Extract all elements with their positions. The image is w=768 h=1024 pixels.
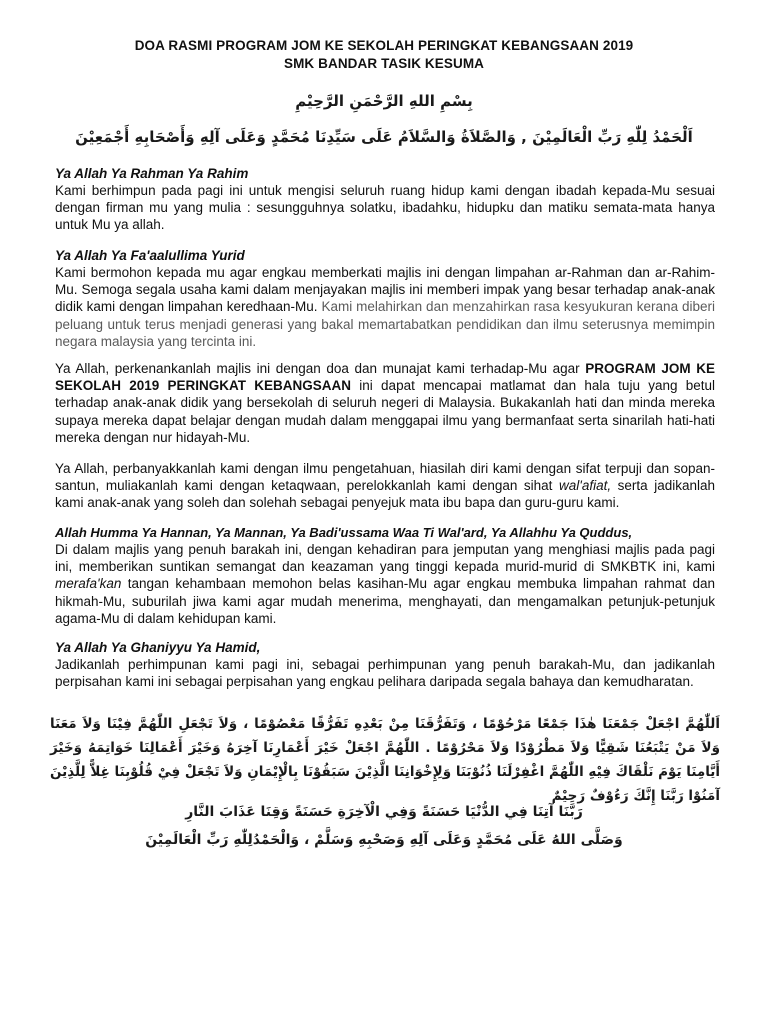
knowledge-prayer-rest: serta jadikanlah kami anak-anak yang soleh dan solehah sebagai penyejuk mata ibu bapa dan guru-guru kami. [55,478,715,511]
program-prayer-intro: Ya Allah, perkenankanlah majlis ini dengan doa dan munajat kami terhadap-Mu agar [55,361,586,376]
arabic-dua-block: اَللّٰهُمَّ اجْعَلْ جَمْعَنَا هٰذَا جَمْعًا مَرْحُوْمًا ، وَتَفَرُّقَنَا مِنْ بَعْدِهِ تَفَرُّقًا مَعْصُوْمًا ، وَلاَ تَجْعَلِ اللّٰهُمَّ فِيْنَا وَلاَ مَعَنَا وَلاَ مَنْ يَتْبَعُنَا شَقِيًّا وَلاَ مَطْرُوْدًا وَلاَ مَحْرُوْمًا . اللّٰهُمَّ اجْعَلْ خَيْرَ أَعْمَارِنَا آخِرَهُ وَخَيْرَ أَعْمَالِنَا خَوَاتِمَهُ وَخَيْرَ أَيَّامِنَا يَوْمَ نَلْقَاكَ فِيْهِ اللّٰهُمَّ اغْفِرْلَنَا ذُنُوْبَنَا وَلِإِخْوَانِنَا الَّذِيْنَ سَبَقُوْنَا بِالْإِيْمَانِ وَلاَ تَجْعَلْ فِيْ قُلُوْبِنَا غِلاًّ لِلَّذِيْنَ آمَنُوْا رَبَّنَا إِنَّكَ رَءُوْفٌ رَحِيْمٌ [50,716,720,804]
section-body-faaalullima [55,264,715,350]
rabbana-dua: رَبَّنَا آتِنَا فِي الدُّنْيَا حَسَنَةً وَفِي الْآخِرَةِ حَسَنَةً وَقِنَا عَذَابَ النَّارِ [185,804,583,820]
knowledge-prayer-paragraph [55,460,715,512]
section-body-rahman: Kami berhimpun pada pagi ini untuk mengisi seluruh ruang hidup kami dengan ibadah kepada-Mu sesuai dengan firman mu yang mulia : sesungguhnya solatku, ibadahku, hidupku dan matiku semata-mata hanya untuk Mu ya allah. [55,183,715,233]
knowledge-prayer-intro: Ya Allah, perbanyakkanlah kami dengan ilmu pengetahuan, hiasilah diri kami dengan sifat terpuji dan sopan-santun, muliakanlah kami dengan ketaqwaan, perelokkanlah kami dengan sihat [55,461,715,494]
section-body-hannan [55,541,715,627]
blessing-request-text: Kami bermohon kepada mu agar engkau memberkati majlis ini dengan limpahan ar-Rahman dan ar-Rahim-Mu. Semoga segala usaha kami dalam menjayakan majlis ini memberi impak yang besar terhadap anak-anak didik kami dengan limpahan keredhaan-Mu. [55,265,715,315]
program-prayer-rest: ini dapat mencapai matlamat dan hala tuju yang betul terhadap anak-anak didik yang bersekolah di seluruh negeri di Malaysia. Bukakanlah hati dan minda mereka supaya mereka dapat belajar dengan mudah dalam menggapai ilmu yang bermanfaat serta sinarilah hati-hati mereka dengan nur hidayah-Mu. [55,378,715,445]
merafakan-term: merafa'kan [55,576,122,592]
section-heading-hannan: Allah Humma Ya Hannan, Ya Mannan, Ya Badi'ussama Waa Ti Wal'ard, Ya Allahhu Ya Quddus, [55,525,633,540]
program-name: PROGRAM JOM KE SEKOLAH 2019 PERINGKAT KEBANGSAAN [55,361,715,394]
section-body-ghaniyyu: Jadikanlah perhimpunan kami pagi ini, sebagai perhimpunan yang penuh barakah-Mu, dan jadikanlah perpisahan kami ini sebagai perpisahan yang engkau pelihara daripada segala bahaya dan kemudharatan. [55,657,715,690]
section-heading-rahman: Ya Allah Ya Rahman Ya Rahim [55,166,249,181]
bismillah: بِسْمِ اللهِ الرَّحْمَنِ الرَّحِيْمِ [295,92,473,110]
hannan-intro: Di dalam majlis yang penuh barakah ini, dengan kehadiran para jemputan yang menghiasi majlis pada pagi ini, memberikan suntikan semangat dan keazaman yang tinggi kepada murid-murid di SMKBTK ini, kami [55,542,715,575]
closing-salawat: وَصَلَّى اللهُ عَلَى مُحَمَّدٍ وَعَلَى آلِهِ وَصَحْبِهِ وَسَلَّمْ ، وَالْحَمْدُلِلّٰهِ رَبِّ الْعَالَمِيْنَ [145,832,623,848]
gratitude-text: Kami melahirkan dan menzahirkan rasa kesyukuran kerana diberi peluang untuk terus menjadi generasi yang bakal memartabatkan pendidikan dan ilmu seterusnya memimpin negara malaysia yang tercinta ini. [55,299,715,349]
section-heading-faaalullima: Ya Allah Ya Fa'aalullima Yurid [55,248,245,263]
document-title: DOA RASMI PROGRAM JOM KE SEKOLAH PERINGKAT KEBANGSAAN 2019 [134,38,634,53]
section-heading-ghaniyyu: Ya Allah Ya Ghaniyyu Ya Hamid, [55,640,261,655]
hannan-rest: tangan kehambaan memohon belas kasihan-Mu agar engkau membuka limpahan rahmat dan hikmah-Mu, suburilah jiwa kami agar mudah menerima, menghayati, dan mengamalkan petunjuk-petunjuk agama-Mu di dalam kehidupan kami. [55,576,715,626]
walafiat-term: wal'afiat, [558,478,612,494]
program-prayer-paragraph [55,360,715,446]
opening-praise: اَلْحَمْدُ لِلّٰهِ رَبِّ الْعَالَمِيْنَ , وَالصَّلاَةُ وَالسَّلاَمُ عَلَى سَيِّدِنَا مُحَمَّدٍ وَعَلَى آلِهِ وَأَصْحَابِهِ أَجْمَعِيْنَ [75,128,693,146]
school-name: SMK BANDAR TASIK KESUMA [283,56,485,71]
